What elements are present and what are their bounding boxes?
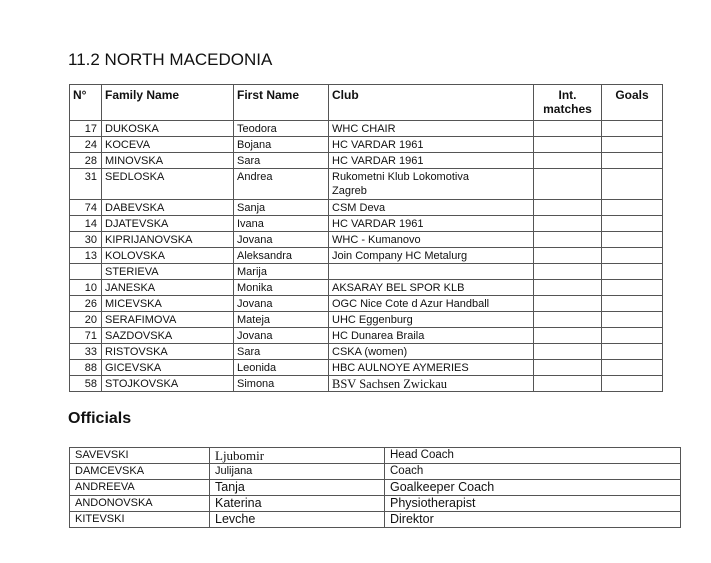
player-int-matches [534, 153, 602, 169]
player-family-name: RISTOVSKA [102, 344, 234, 360]
player-row [70, 153, 663, 169]
player-club: WHC - Kumanovo [329, 232, 534, 248]
official-role: Head Coach [385, 448, 681, 464]
player-family-name: SEDLOSKA [102, 169, 234, 200]
header-family-name: Family Name [102, 85, 234, 121]
player-family-name: SERAFIMOVA [102, 312, 234, 328]
player-family-name: KOLOVSKA [102, 248, 234, 264]
player-row [70, 296, 663, 312]
player-number: 24 [70, 137, 102, 153]
official-family-name: ANDREEVA [70, 480, 210, 496]
players-header-row [70, 85, 663, 121]
player-row [70, 121, 663, 137]
header-number: N° [70, 85, 102, 121]
player-first-name: Leonida [234, 360, 329, 376]
player-goals [602, 296, 663, 312]
player-first-name: Jovana [234, 328, 329, 344]
official-first-name: Levche [210, 512, 385, 528]
header-goals: Goals [602, 85, 663, 121]
official-family-name: KITEVSKI [70, 512, 210, 528]
player-goals [602, 200, 663, 216]
player-row [70, 264, 663, 280]
official-first-name: Julijana [210, 464, 385, 480]
player-row [70, 248, 663, 264]
player-goals [602, 216, 663, 232]
player-number: 28 [70, 153, 102, 169]
player-club: HC VARDAR 1961 [329, 153, 534, 169]
player-row [70, 216, 663, 232]
player-family-name: DUKOSKA [102, 121, 234, 137]
players-table [69, 84, 663, 392]
player-int-matches [534, 169, 602, 200]
player-row [70, 137, 663, 153]
player-number: 30 [70, 232, 102, 248]
player-int-matches [534, 121, 602, 137]
player-int-matches [534, 344, 602, 360]
player-goals [602, 360, 663, 376]
player-family-name: GICEVSKA [102, 360, 234, 376]
officials-table [69, 447, 681, 528]
player-number: 88 [70, 360, 102, 376]
player-family-name: MICEVSKA [102, 296, 234, 312]
player-row [70, 169, 663, 200]
player-int-matches [534, 280, 602, 296]
player-int-matches [534, 248, 602, 264]
player-goals [602, 169, 663, 200]
player-first-name: Sara [234, 153, 329, 169]
player-first-name: Jovana [234, 232, 329, 248]
player-first-name: Monika [234, 280, 329, 296]
player-first-name: Sanja [234, 200, 329, 216]
official-first-name: Katerina [210, 496, 385, 512]
player-number: 74 [70, 200, 102, 216]
player-goals [602, 328, 663, 344]
player-number: 17 [70, 121, 102, 137]
player-first-name: Aleksandra [234, 248, 329, 264]
official-family-name: DAMCEVSKA [70, 464, 210, 480]
official-role: Direktor [385, 512, 681, 528]
section-title: 11.2 NORTH MACEDONIA [68, 50, 273, 69]
player-row [70, 328, 663, 344]
player-first-name: Sara [234, 344, 329, 360]
official-first-name: Ljubomir [210, 448, 385, 464]
player-family-name: JANESKA [102, 280, 234, 296]
official-row [70, 448, 681, 464]
player-row [70, 280, 663, 296]
player-club: OGC Nice Cote d Azur Handball [329, 296, 534, 312]
player-row [70, 200, 663, 216]
player-number: 20 [70, 312, 102, 328]
official-row [70, 480, 681, 496]
player-club: HBC AULNOYE AYMERIES [329, 360, 534, 376]
player-int-matches [534, 232, 602, 248]
player-int-matches [534, 216, 602, 232]
player-club: CSM Deva [329, 200, 534, 216]
player-goals [602, 121, 663, 137]
official-row [70, 512, 681, 528]
player-club: UHC Eggenburg [329, 312, 534, 328]
header-int-matches: Int. matches [534, 85, 602, 121]
player-family-name: SAZDOVSKA [102, 328, 234, 344]
player-family-name: KIPRIJANOVSKA [102, 232, 234, 248]
player-int-matches [534, 137, 602, 153]
player-club: CSKA (women) [329, 344, 534, 360]
official-row [70, 464, 681, 480]
player-club: Join Company HC Metalurg [329, 248, 534, 264]
player-int-matches [534, 200, 602, 216]
player-first-name: Jovana [234, 296, 329, 312]
player-family-name: DJATEVSKA [102, 216, 234, 232]
player-int-matches [534, 360, 602, 376]
official-role: Physiotherapist [385, 496, 681, 512]
player-family-name: STOJKOVSKA [102, 376, 234, 392]
player-row [70, 344, 663, 360]
player-family-name: MINOVSKA [102, 153, 234, 169]
player-goals [602, 264, 663, 280]
player-first-name: Ivana [234, 216, 329, 232]
player-family-name: DABEVSKA [102, 200, 234, 216]
player-goals [602, 312, 663, 328]
player-int-matches [534, 376, 602, 392]
player-club: Rukometni Klub Lokomotiva Zagreb [329, 169, 534, 200]
player-first-name: Andrea [234, 169, 329, 200]
player-family-name: KOCEVA [102, 137, 234, 153]
official-family-name: SAVEVSKI [70, 448, 210, 464]
player-club: HC Dunarea Braila [329, 328, 534, 344]
player-goals [602, 280, 663, 296]
header-club: Club [329, 85, 534, 121]
player-number: 13 [70, 248, 102, 264]
official-first-name: Tanja [210, 480, 385, 496]
player-first-name: Mateja [234, 312, 329, 328]
official-role: Goalkeeper Coach [385, 480, 681, 496]
player-number: 26 [70, 296, 102, 312]
player-int-matches [534, 264, 602, 280]
official-row [70, 496, 681, 512]
official-role: Coach [385, 464, 681, 480]
player-club [329, 264, 534, 280]
player-goals [602, 376, 663, 392]
player-first-name: Marija [234, 264, 329, 280]
player-int-matches [534, 296, 602, 312]
player-number [70, 264, 102, 280]
player-number: 71 [70, 328, 102, 344]
player-first-name: Teodora [234, 121, 329, 137]
player-number: 14 [70, 216, 102, 232]
player-int-matches [534, 312, 602, 328]
player-first-name: Bojana [234, 137, 329, 153]
player-goals [602, 232, 663, 248]
player-club: HC VARDAR 1961 [329, 216, 534, 232]
player-first-name: Simona [234, 376, 329, 392]
header-first-name: First Name [234, 85, 329, 121]
player-number: 58 [70, 376, 102, 392]
player-goals [602, 137, 663, 153]
player-club: WHC CHAIR [329, 121, 534, 137]
player-number: 31 [70, 169, 102, 200]
player-row [70, 376, 663, 392]
player-goals [602, 344, 663, 360]
player-int-matches [534, 328, 602, 344]
player-row [70, 360, 663, 376]
player-goals [602, 248, 663, 264]
officials-title: Officials [68, 410, 132, 427]
player-club: AKSARAY BEL SPOR KLB [329, 280, 534, 296]
player-number: 10 [70, 280, 102, 296]
player-club: BSV Sachsen Zwickau [329, 376, 534, 392]
player-row [70, 232, 663, 248]
official-family-name: ANDONOVSKA [70, 496, 210, 512]
player-goals [602, 153, 663, 169]
player-row [70, 312, 663, 328]
player-club: HC VARDAR 1961 [329, 137, 534, 153]
player-family-name: STERIEVA [102, 264, 234, 280]
player-number: 33 [70, 344, 102, 360]
